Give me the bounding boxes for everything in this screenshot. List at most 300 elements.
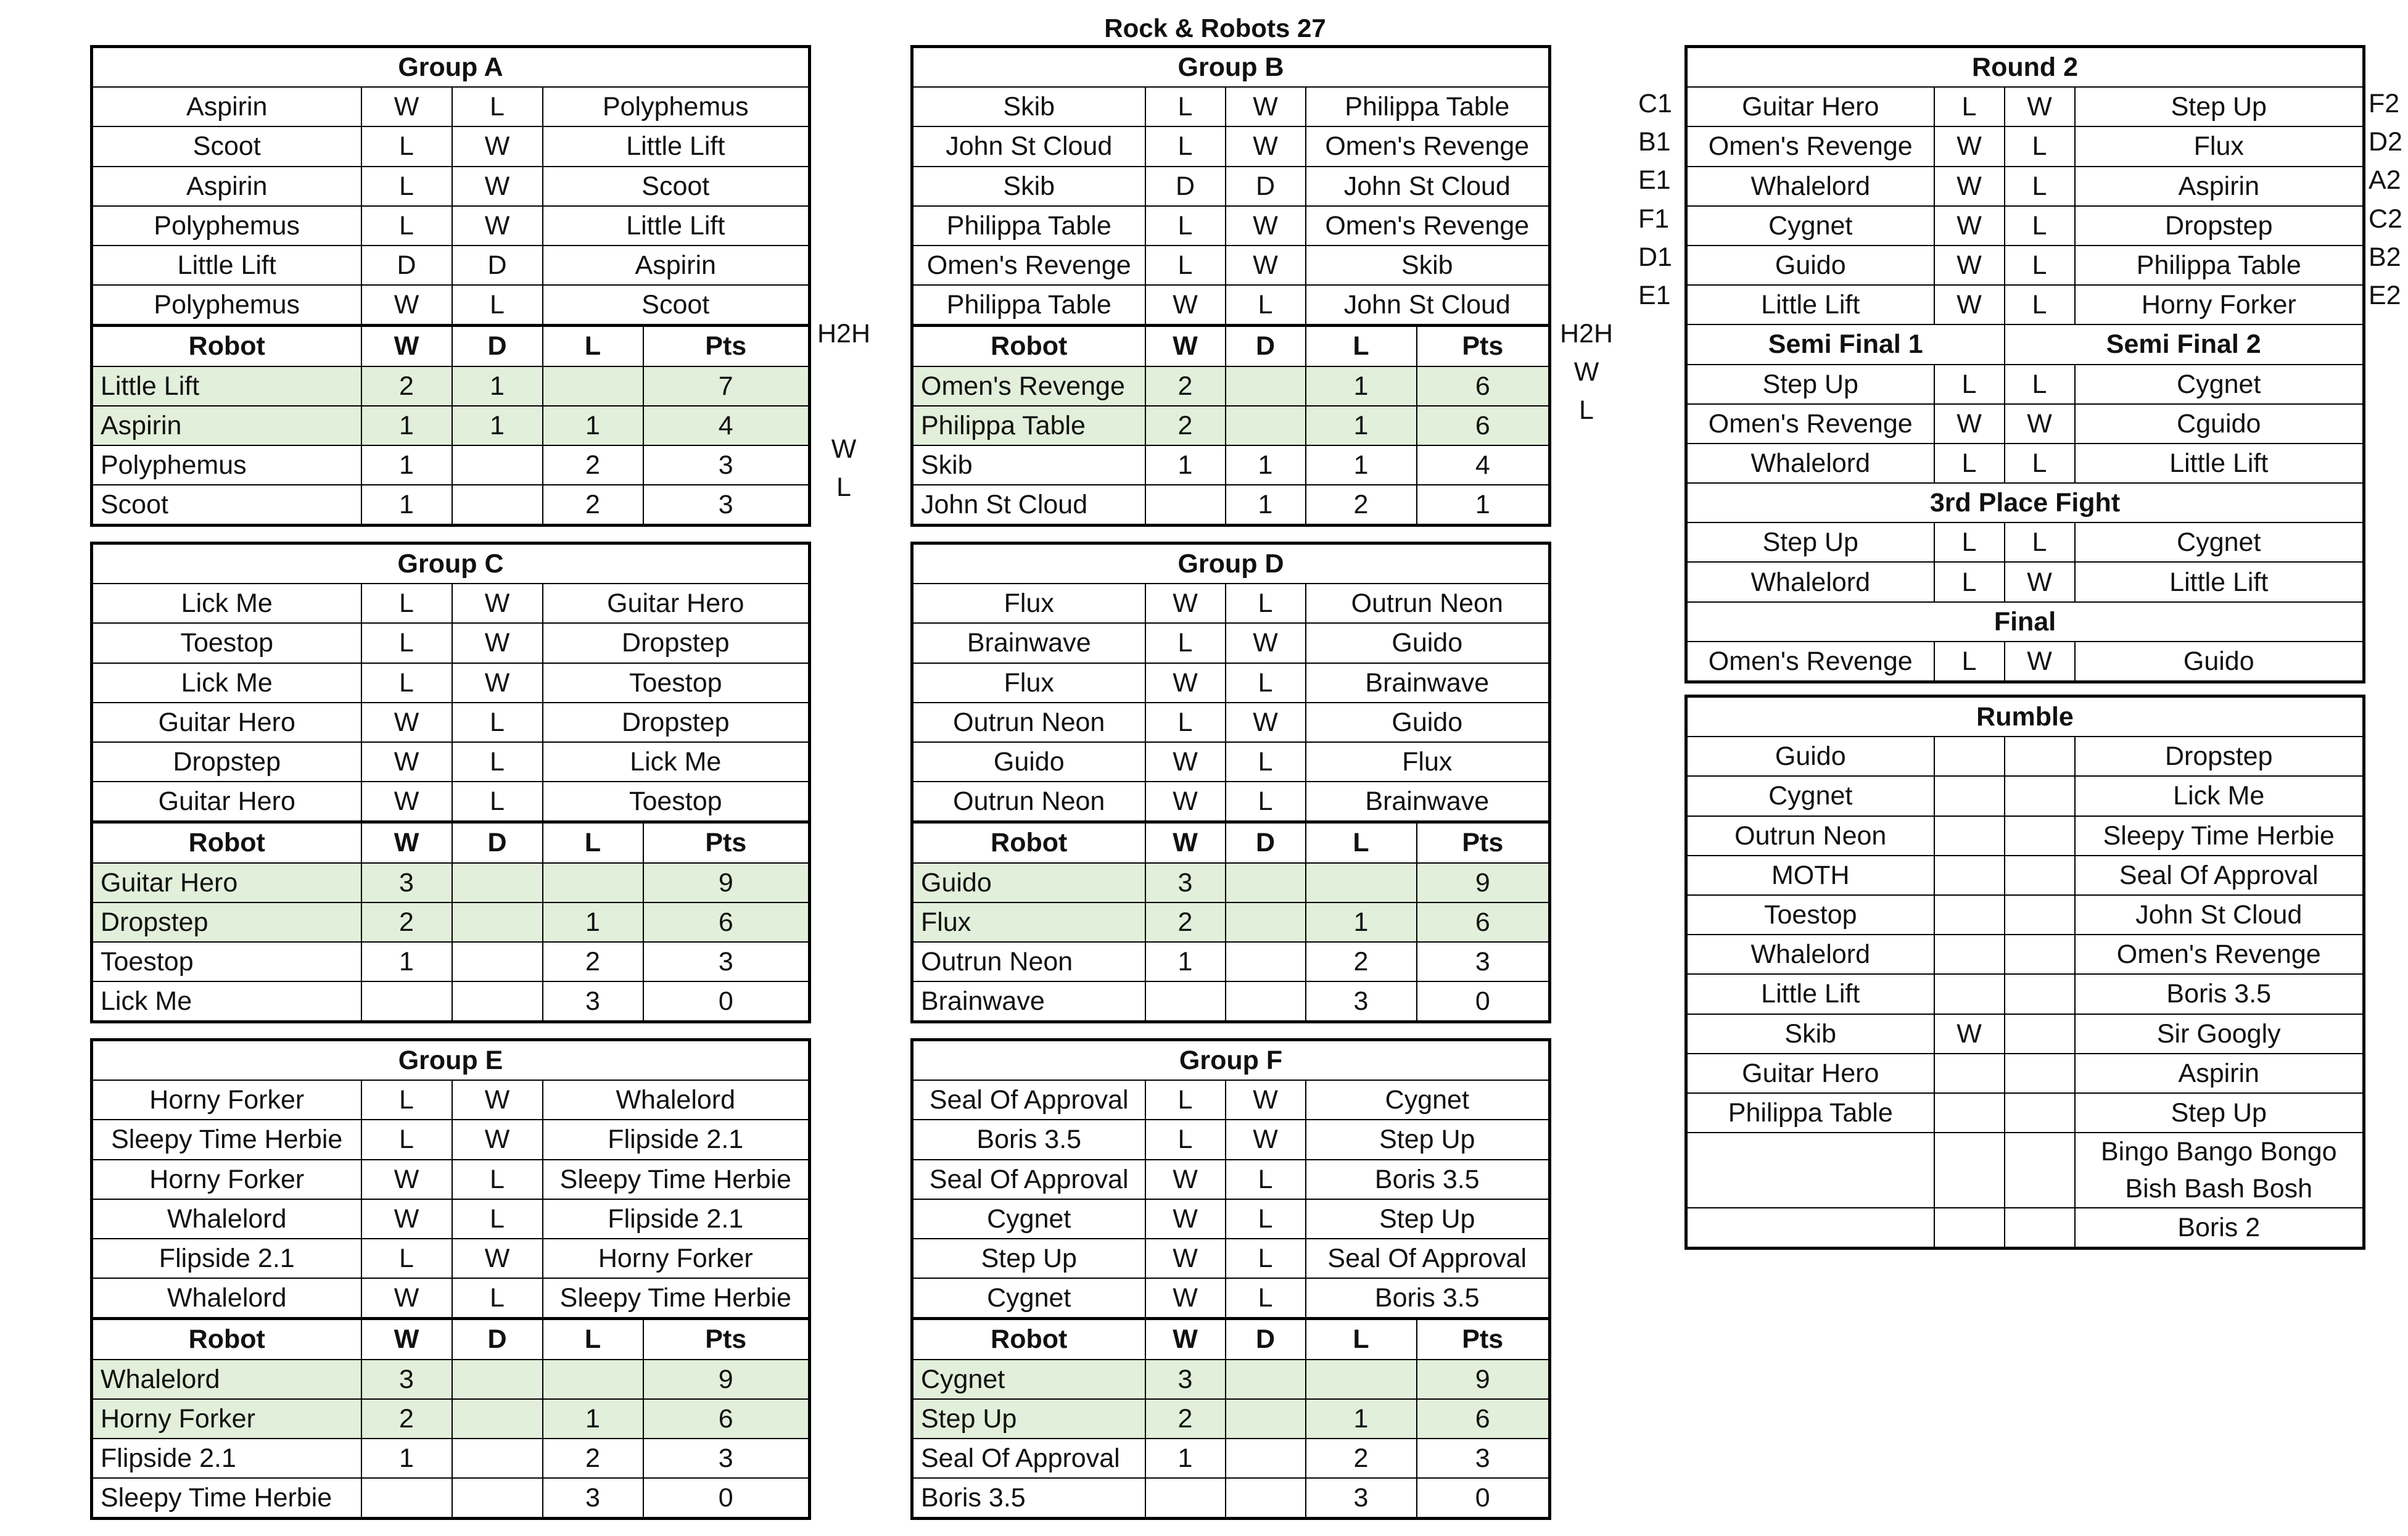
final-robot-2: Guido xyxy=(2075,642,2364,682)
standings-header-pts: Pts xyxy=(643,1319,810,1360)
standings-row xyxy=(912,1478,1550,1519)
rumble-row xyxy=(1686,1054,2364,1093)
match-result-2: W xyxy=(1226,126,1306,166)
rumble-robot-2: Aspirin xyxy=(2075,1054,2364,1093)
match-robot-2: Sleepy Time Herbie xyxy=(543,1278,810,1319)
match-robot-2: Guitar Hero xyxy=(543,584,810,623)
standings-points: 0 xyxy=(643,1478,810,1519)
match-result-1: L xyxy=(1145,206,1226,246)
standings-header-row xyxy=(92,326,810,366)
rumble-result-2 xyxy=(2005,1133,2075,1208)
match-robot-1: Guitar Hero xyxy=(92,782,361,822)
match-result-2: L xyxy=(1226,782,1306,822)
rumble-table xyxy=(1684,695,2365,1250)
standings-robot: Outrun Neon xyxy=(912,942,1145,981)
standings-points: 0 xyxy=(643,981,810,1022)
round2-robot-1: Guido xyxy=(1686,246,1934,285)
seed-label: A2 xyxy=(2369,165,2401,196)
standings-points: 9 xyxy=(1417,1360,1550,1399)
match-row xyxy=(912,1120,1550,1159)
standings-points: 3 xyxy=(643,942,810,981)
standings-header-row xyxy=(92,1319,810,1360)
standings-robot: Seal Of Approval xyxy=(912,1439,1145,1478)
standings-wins: 1 xyxy=(361,942,452,981)
standings-robot: Polyphemus xyxy=(92,445,361,485)
round2-title: Round 2 xyxy=(1686,47,2364,88)
match-row xyxy=(912,167,1550,206)
match-robot-2: Aspirin xyxy=(543,246,810,285)
group-title: Group E xyxy=(92,1040,810,1081)
group-header-row xyxy=(912,543,1550,584)
match-result-1: L xyxy=(361,206,452,246)
match-robot-2: Little Lift xyxy=(543,126,810,166)
standings-losses: 1 xyxy=(1306,1399,1417,1439)
standings-points: 3 xyxy=(643,1439,810,1478)
match-result-1: L xyxy=(1145,87,1226,126)
standings-wins: 3 xyxy=(361,1360,452,1399)
match-robot-2: Guido xyxy=(1306,623,1550,663)
round2-seeds-right xyxy=(2369,85,2408,315)
match-robot-1: Sleepy Time Herbie xyxy=(92,1120,361,1159)
group-b-table xyxy=(910,45,1551,527)
standings-losses: 3 xyxy=(543,1478,643,1519)
third-place-robot-1: Whalelord xyxy=(1686,562,1934,601)
match-result-1: W xyxy=(1145,1199,1226,1239)
standings-row xyxy=(912,1360,1550,1399)
standings-draws xyxy=(1226,863,1306,902)
match-result-1: W xyxy=(1145,663,1226,703)
standings-losses: 2 xyxy=(1306,485,1417,526)
match-result-1: L xyxy=(361,1120,452,1159)
round2-match-row xyxy=(1686,246,2364,285)
standings-header-pts: Pts xyxy=(1417,1319,1550,1360)
rumble-row xyxy=(1686,895,2364,935)
match-row xyxy=(92,1160,810,1199)
match-result-2: L xyxy=(1226,742,1306,782)
match-robot-1: Step Up xyxy=(912,1239,1145,1278)
match-row xyxy=(92,1199,810,1239)
match-result-2: L xyxy=(1226,584,1306,623)
h2h-value xyxy=(1556,430,1617,468)
standings-points: 3 xyxy=(643,445,810,485)
match-result-1: W xyxy=(361,703,452,742)
standings-losses: 2 xyxy=(543,445,643,485)
group-title: Group D xyxy=(912,543,1550,584)
match-robot-2: Horny Forker xyxy=(543,1239,810,1278)
standings-header-d: D xyxy=(1226,1319,1306,1360)
group-header-row xyxy=(912,1040,1550,1081)
match-robot-2: Boris 3.5 xyxy=(1306,1160,1550,1199)
rumble-robot-2: Step Up xyxy=(2075,1093,2364,1133)
match-robot-2: John St Cloud xyxy=(1306,167,1550,206)
match-result-2: W xyxy=(1226,246,1306,285)
standings-robot: Brainwave xyxy=(912,981,1145,1022)
group-title: Group F xyxy=(912,1040,1550,1081)
match-row xyxy=(912,1199,1550,1239)
group-header-row xyxy=(92,47,810,88)
semi-1-robot: Step Up xyxy=(1686,365,1934,404)
standings-robot: Flipside 2.1 xyxy=(92,1439,361,1478)
round2-result-2: L xyxy=(2005,167,2075,206)
standings-wins: 1 xyxy=(1145,445,1226,485)
standings-row xyxy=(92,1478,810,1519)
third-place-result-2: L xyxy=(2005,522,2075,562)
semi-2-robot: Little Lift xyxy=(2075,444,2364,483)
round2-result-1: W xyxy=(1934,126,2005,166)
rumble-result-2 xyxy=(2005,974,2075,1014)
seed-label: F1 xyxy=(1638,204,1670,234)
match-result-2: L xyxy=(452,742,543,782)
standings-header-row xyxy=(912,822,1550,863)
standings-wins: 2 xyxy=(361,366,452,406)
standings-draws xyxy=(1226,366,1306,406)
match-result-1: L xyxy=(361,1080,452,1120)
match-robot-2: Step Up xyxy=(1306,1120,1550,1159)
match-result-2: W xyxy=(1226,1120,1306,1159)
group-title: Group B xyxy=(912,47,1550,88)
seed-label: C2 xyxy=(2369,204,2402,234)
match-result-2: W xyxy=(452,1080,543,1120)
match-row xyxy=(92,206,810,246)
rumble-robot-1 xyxy=(1686,1133,1934,1208)
match-row xyxy=(92,1120,810,1159)
semi-2-robot: Cygnet xyxy=(2075,365,2364,404)
standings-wins: 1 xyxy=(361,485,452,526)
standings-row xyxy=(92,981,810,1022)
match-result-2: W xyxy=(452,206,543,246)
rumble-robot-1: MOTH xyxy=(1686,856,1934,895)
rumble-result-1 xyxy=(1934,935,2005,974)
final-robot-1: Omen's Revenge xyxy=(1686,642,1934,682)
third-place-result-2: W xyxy=(2005,562,2075,601)
match-result-2: L xyxy=(452,1199,543,1239)
match-row xyxy=(912,742,1550,782)
standings-losses xyxy=(1306,1360,1417,1399)
standings-draws xyxy=(452,1360,543,1399)
seed-label: B2 xyxy=(2369,242,2401,272)
round2-robot-1: Little Lift xyxy=(1686,285,1934,324)
match-robot-2: Omen's Revenge xyxy=(1306,126,1550,166)
round2-result-2: L xyxy=(2005,246,2075,285)
group-c-table xyxy=(90,542,811,1023)
seed-label: E1 xyxy=(1638,165,1671,196)
standings-wins: 1 xyxy=(1145,1439,1226,1478)
match-result-1: L xyxy=(1145,246,1226,285)
standings-row xyxy=(92,863,810,902)
standings-header-robot: Robot xyxy=(92,1319,361,1360)
rumble-robot-1: Cygnet xyxy=(1686,776,1934,815)
group-a-h2h xyxy=(813,315,875,506)
standings-draws: 1 xyxy=(1226,485,1306,526)
rumble-result-1 xyxy=(1934,1208,2005,1249)
standings-points: 6 xyxy=(1417,406,1550,445)
rumble-row xyxy=(1686,935,2364,974)
standings-losses: 1 xyxy=(543,1399,643,1439)
standings-losses xyxy=(543,366,643,406)
third-place-header-row xyxy=(1686,483,2364,522)
match-result-1: L xyxy=(361,126,452,166)
standings-points: 6 xyxy=(643,1399,810,1439)
standings-losses: 3 xyxy=(1306,981,1417,1022)
third-place-title: 3rd Place Fight xyxy=(1686,483,2364,522)
match-result-1: W xyxy=(361,1199,452,1239)
standings-header-d: D xyxy=(452,326,543,366)
round2-match-row xyxy=(1686,285,2364,324)
match-result-1: W xyxy=(1145,782,1226,822)
standings-losses: 1 xyxy=(1306,406,1417,445)
rumble-result-1 xyxy=(1934,737,2005,776)
match-result-2: W xyxy=(1226,87,1306,126)
rumble-result-2 xyxy=(2005,776,2075,815)
match-result-2: L xyxy=(1226,1278,1306,1319)
standings-draws xyxy=(1226,406,1306,445)
rumble-robot-1: Toestop xyxy=(1686,895,1934,935)
standings-draws xyxy=(452,445,543,485)
match-robot-1: Whalelord xyxy=(92,1199,361,1239)
match-result-1: L xyxy=(1145,1120,1226,1159)
rumble-robot-1: Whalelord xyxy=(1686,935,1934,974)
round2-result-2: L xyxy=(2005,206,2075,246)
rumble-result-1 xyxy=(1934,974,2005,1014)
match-robot-2: Brainwave xyxy=(1306,663,1550,703)
match-result-1: W xyxy=(1145,1239,1226,1278)
standings-points: 9 xyxy=(643,1360,810,1399)
match-result-1: W xyxy=(361,285,452,326)
match-row xyxy=(92,126,810,166)
round2-result-2: L xyxy=(2005,285,2075,324)
round2-match-row xyxy=(1686,167,2364,206)
match-row xyxy=(912,663,1550,703)
rumble-robot-2: Sir Googly xyxy=(2075,1014,2364,1054)
match-robot-1: Guitar Hero xyxy=(92,703,361,742)
rumble-robot-2-group xyxy=(2075,1133,2364,1208)
standings-header-robot: Robot xyxy=(92,326,361,366)
standings-header-w: W xyxy=(361,822,452,863)
standings-row xyxy=(92,485,810,526)
semi-1-robot: Omen's Revenge xyxy=(1686,404,1934,444)
match-result-2: W xyxy=(452,126,543,166)
group-header-row xyxy=(92,1040,810,1081)
match-robot-2: Omen's Revenge xyxy=(1306,206,1550,246)
rumble-result-1 xyxy=(1934,1133,2005,1208)
standings-robot: Guitar Hero xyxy=(92,863,361,902)
round2-match-row xyxy=(1686,206,2364,246)
match-result-1: W xyxy=(1145,285,1226,326)
standings-header-l: L xyxy=(1306,1319,1417,1360)
match-robot-1: Omen's Revenge xyxy=(912,246,1145,285)
third-place-row xyxy=(1686,522,2364,562)
standings-row xyxy=(912,981,1550,1022)
standings-robot: Sleepy Time Herbie xyxy=(92,1478,361,1519)
standings-losses xyxy=(1306,863,1417,902)
match-result-2: W xyxy=(452,584,543,623)
match-robot-1: Skib xyxy=(912,87,1145,126)
rumble-row xyxy=(1686,1014,2364,1054)
semi-1-result: L xyxy=(1934,444,2005,483)
round2-result-1: W xyxy=(1934,206,2005,246)
match-row xyxy=(912,623,1550,663)
standings-robot: Philippa Table xyxy=(912,406,1145,445)
match-robot-2: Philippa Table xyxy=(1306,87,1550,126)
match-row xyxy=(92,703,810,742)
standings-robot: Cygnet xyxy=(912,1360,1145,1399)
standings-losses: 2 xyxy=(543,485,643,526)
group-f-table xyxy=(910,1038,1551,1520)
round2-table xyxy=(1684,45,2365,683)
match-robot-1: Outrun Neon xyxy=(912,782,1145,822)
standings-draws: 1 xyxy=(1226,445,1306,485)
match-robot-1: Polyphemus xyxy=(92,206,361,246)
final-title: Final xyxy=(1686,602,2364,642)
semi-2-result: W xyxy=(2005,404,2075,444)
h2h-header: H2H xyxy=(817,319,871,349)
h2h-value: W xyxy=(1573,357,1599,387)
match-result-2: W xyxy=(1226,1080,1306,1120)
round2-robot-2: Horny Forker xyxy=(2075,285,2364,324)
match-result-2: W xyxy=(452,623,543,663)
round2-result-1: W xyxy=(1934,285,2005,324)
rumble-robot-2: John St Cloud xyxy=(2075,895,2364,935)
group-header-row xyxy=(92,543,810,584)
round2-robot-1: Cygnet xyxy=(1686,206,1934,246)
standings-row xyxy=(912,863,1550,902)
match-result-1: L xyxy=(1145,623,1226,663)
third-place-robot-1: Step Up xyxy=(1686,522,1934,562)
match-result-1: L xyxy=(361,663,452,703)
group-title: Group C xyxy=(92,543,810,584)
rumble-row xyxy=(1686,816,2364,856)
standings-draws xyxy=(1226,1439,1306,1478)
standings-wins: 2 xyxy=(361,1399,452,1439)
match-robot-1: Polyphemus xyxy=(92,285,361,326)
standings-losses xyxy=(543,1360,643,1399)
semis-row xyxy=(1686,365,2364,404)
standings-wins xyxy=(1145,981,1226,1022)
standings-header-d: D xyxy=(452,1319,543,1360)
standings-wins: 3 xyxy=(361,863,452,902)
round2-robot-1: Omen's Revenge xyxy=(1686,126,1934,166)
h2h-value xyxy=(813,391,875,429)
match-robot-1: Little Lift xyxy=(92,246,361,285)
match-robot-1: Lick Me xyxy=(92,584,361,623)
semi-2-result: L xyxy=(2005,365,2075,404)
standings-wins: 2 xyxy=(1145,1399,1226,1439)
third-place-robot-2: Little Lift xyxy=(2075,562,2364,601)
h2h-value: W xyxy=(831,434,857,464)
match-robot-2: Guido xyxy=(1306,703,1550,742)
standings-row xyxy=(92,942,810,981)
standings-draws: 1 xyxy=(452,366,543,406)
standings-points: 6 xyxy=(1417,902,1550,942)
standings-points: 6 xyxy=(643,902,810,942)
match-row xyxy=(912,206,1550,246)
standings-header-w: W xyxy=(1145,1319,1226,1360)
standings-draws xyxy=(452,981,543,1022)
standings-draws xyxy=(1226,902,1306,942)
match-row xyxy=(912,782,1550,822)
page-title: Rock & Robots 27 xyxy=(1104,14,1326,43)
standings-points: 3 xyxy=(1417,942,1550,981)
standings-header-l: L xyxy=(543,1319,643,1360)
third-place-robot-2: Cygnet xyxy=(2075,522,2364,562)
match-robot-2: Little Lift xyxy=(543,206,810,246)
match-row xyxy=(912,703,1550,742)
match-result-2: L xyxy=(1226,285,1306,326)
standings-row xyxy=(912,942,1550,981)
group-e-table xyxy=(90,1038,811,1520)
match-row xyxy=(92,1239,810,1278)
match-robot-2: Sleepy Time Herbie xyxy=(543,1160,810,1199)
match-robot-1: Toestop xyxy=(92,623,361,663)
rumble-robot-1: Guido xyxy=(1686,737,1934,776)
standings-robot: Scoot xyxy=(92,485,361,526)
match-robot-1: John St Cloud xyxy=(912,126,1145,166)
standings-header-pts: Pts xyxy=(1417,822,1550,863)
third-place-row xyxy=(1686,562,2364,601)
standings-wins: 2 xyxy=(1145,902,1226,942)
standings-losses: 1 xyxy=(543,406,643,445)
seed-label: D2 xyxy=(2369,127,2402,157)
match-robot-1: Boris 3.5 xyxy=(912,1120,1145,1159)
standings-robot: Dropstep xyxy=(92,902,361,942)
rumble-result-2 xyxy=(2005,816,2075,856)
round2-robot-2: Dropstep xyxy=(2075,206,2364,246)
match-result-2: W xyxy=(1226,206,1306,246)
match-result-1: L xyxy=(361,584,452,623)
standings-header-robot: Robot xyxy=(92,822,361,863)
match-robot-1: Flipside 2.1 xyxy=(92,1239,361,1278)
match-robot-2: Step Up xyxy=(1306,1199,1550,1239)
match-row xyxy=(92,246,810,285)
standings-wins: 3 xyxy=(1145,1360,1226,1399)
group-header-row xyxy=(912,47,1550,88)
standings-row xyxy=(912,445,1550,485)
standings-header-row xyxy=(912,326,1550,366)
match-robot-1: Skib xyxy=(912,167,1145,206)
match-result-1: L xyxy=(1145,703,1226,742)
standings-robot: Guido xyxy=(912,863,1145,902)
match-result-1: W xyxy=(361,1160,452,1199)
rumble-result-1 xyxy=(1934,1093,2005,1133)
standings-draws xyxy=(452,902,543,942)
standings-robot: John St Cloud xyxy=(912,485,1145,526)
standings-points: 0 xyxy=(1417,981,1550,1022)
group-title: Group A xyxy=(92,47,810,88)
rumble-row xyxy=(1686,974,2364,1014)
standings-header-w: W xyxy=(361,326,452,366)
standings-header-l: L xyxy=(1306,326,1417,366)
match-result-1: W xyxy=(361,1278,452,1319)
match-robot-1: Cygnet xyxy=(912,1199,1145,1239)
match-row xyxy=(912,584,1550,623)
standings-wins: 2 xyxy=(1145,406,1226,445)
round2-robot-1: Guitar Hero xyxy=(1686,87,1934,126)
standings-losses: 1 xyxy=(543,902,643,942)
standings-wins xyxy=(1145,485,1226,526)
match-result-2: L xyxy=(1226,1239,1306,1278)
match-result-1: W xyxy=(1145,1160,1226,1199)
match-result-2: L xyxy=(452,1278,543,1319)
match-robot-1: Horny Forker xyxy=(92,1160,361,1199)
match-result-2: L xyxy=(452,782,543,822)
standings-header-pts: Pts xyxy=(643,326,810,366)
h2h-value: L xyxy=(1579,395,1594,426)
standings-losses: 1 xyxy=(1306,445,1417,485)
standings-row xyxy=(912,485,1550,526)
round2-result-1: W xyxy=(1934,246,2005,285)
semi-2-result: L xyxy=(2005,444,2075,483)
rumble-row xyxy=(1686,1208,2364,1249)
